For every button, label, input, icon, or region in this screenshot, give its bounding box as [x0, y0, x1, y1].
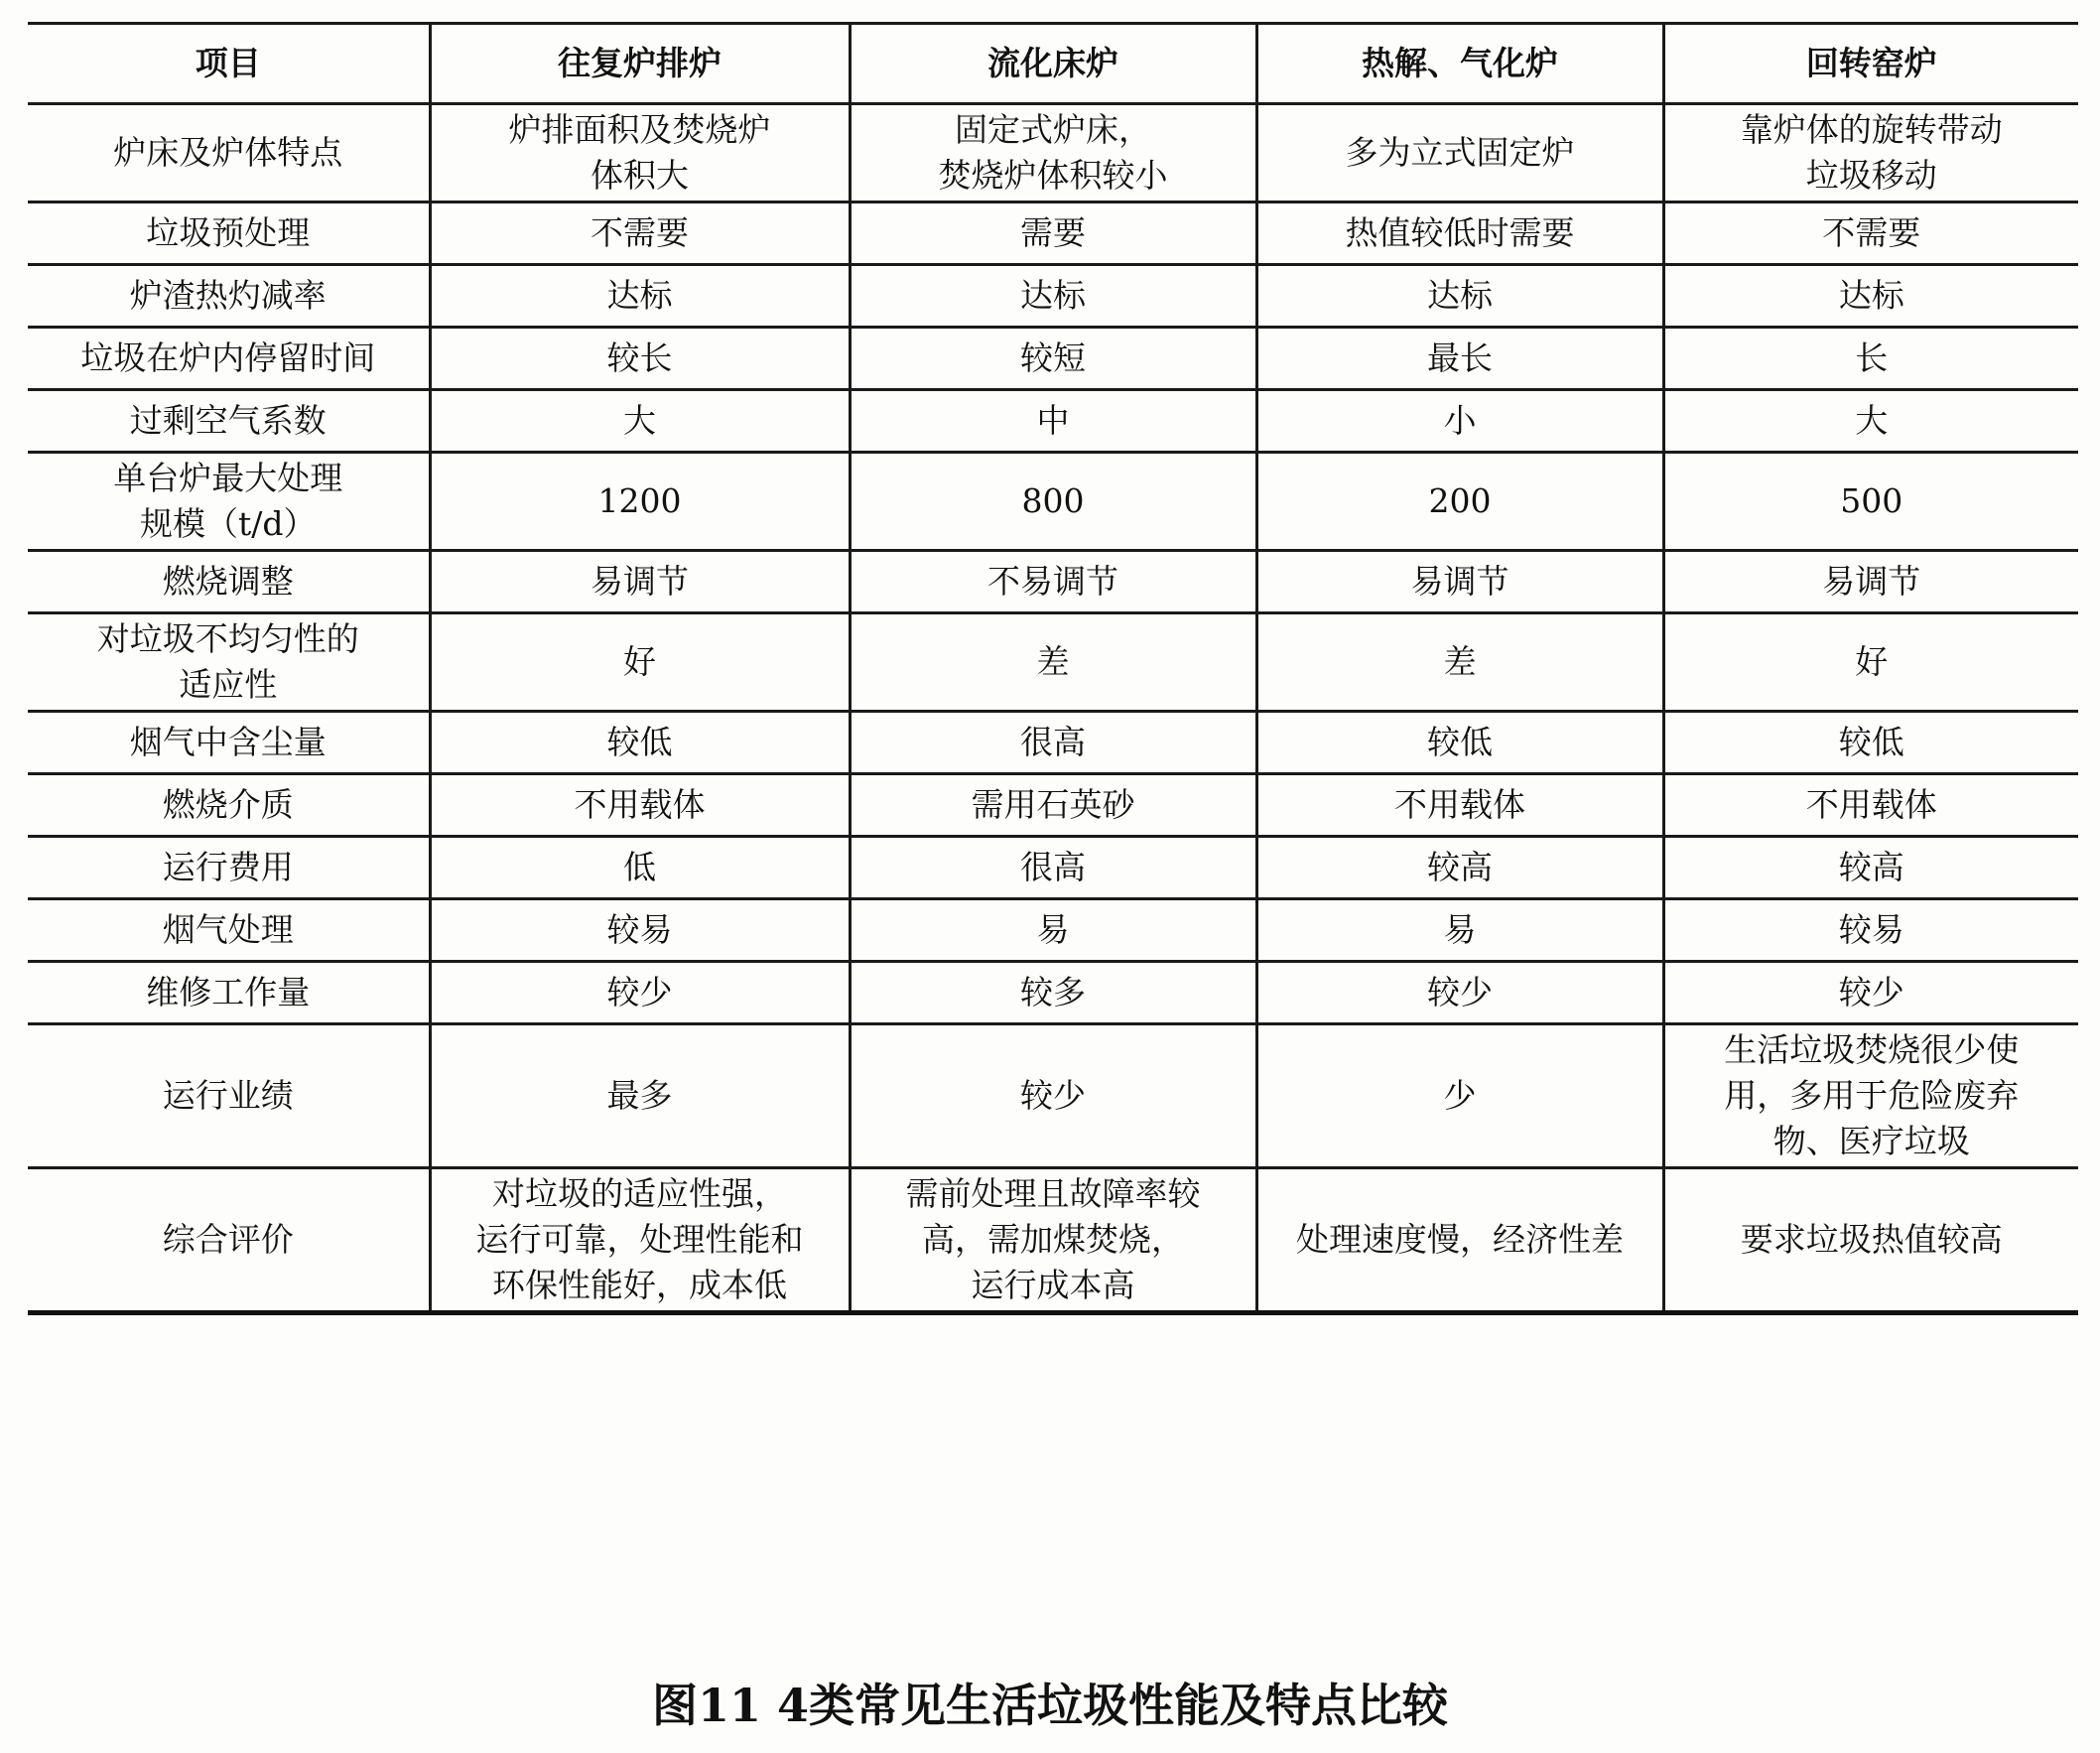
- table-cell-item: 运行费用: [28, 837, 430, 899]
- table-cell-pyrolysis-gasification: 易: [1256, 899, 1663, 962]
- table-cell-rotary-kiln: 大: [1663, 390, 2078, 453]
- table-cell-item: 对垃圾不均匀性的 适应性: [28, 613, 430, 712]
- table-row: [28, 774, 2078, 837]
- header-cell-rotary-kiln: 回转窑炉: [1663, 24, 2078, 104]
- table-cell-pyrolysis-gasification: 较少: [1256, 962, 1663, 1024]
- table-cell-pyrolysis-gasification: 最长: [1256, 328, 1663, 390]
- table-cell-rotary-kiln: 靠炉体的旋转带动 垃圾移动: [1663, 104, 2078, 202]
- table-cell-fluidized-bed: 很高: [850, 712, 1256, 774]
- table-cell-fluidized-bed: 较少: [850, 1024, 1256, 1168]
- table-cell-pyrolysis-gasification: 200: [1256, 453, 1663, 551]
- table-cell-item: 炉床及炉体特点: [28, 104, 430, 202]
- header-cell-item: 项目: [28, 24, 430, 104]
- table-row: [28, 712, 2078, 774]
- table-cell-reciprocating-grate: 1200: [430, 453, 850, 551]
- table-cell-fluidized-bed: 较多: [850, 962, 1256, 1024]
- table-cell-item: 维修工作量: [28, 962, 430, 1024]
- table-cell-item: 单台炉最大处理 规模（t/d）: [28, 453, 430, 551]
- table-cell-rotary-kiln: 不用载体: [1663, 774, 2078, 837]
- table-cell-pyrolysis-gasification: 较高: [1256, 837, 1663, 899]
- table-cell-pyrolysis-gasification: 易调节: [1256, 551, 1663, 613]
- table-cell-rotary-kiln: 不需要: [1663, 202, 2078, 265]
- table-cell-fluidized-bed: 中: [850, 390, 1256, 453]
- header-cell-fluidized-bed: 流化床炉: [850, 24, 1256, 104]
- table-cell-fluidized-bed: 需用石英砂: [850, 774, 1256, 837]
- table-cell-reciprocating-grate: 最多: [430, 1024, 850, 1168]
- table-cell-pyrolysis-gasification: 热值较低时需要: [1256, 202, 1663, 265]
- table-cell-reciprocating-grate: 大: [430, 390, 850, 453]
- table-row: [28, 551, 2078, 613]
- table-cell-reciprocating-grate: 易调节: [430, 551, 850, 613]
- table-cell-fluidized-bed: 达标: [850, 265, 1256, 328]
- table-cell-pyrolysis-gasification: 较低: [1256, 712, 1663, 774]
- table-cell-pyrolysis-gasification: 差: [1256, 613, 1663, 712]
- comparison-table: [28, 22, 2078, 1315]
- table-cell-fluidized-bed: 固定式炉床， 焚烧炉体积较小: [850, 104, 1256, 202]
- table-cell-rotary-kiln: 好: [1663, 613, 2078, 712]
- table-cell-rotary-kiln: 较高: [1663, 837, 2078, 899]
- table-cell-fluidized-bed: 较短: [850, 328, 1256, 390]
- table-cell-reciprocating-grate: 达标: [430, 265, 850, 328]
- table-cell-fluidized-bed: 需要: [850, 202, 1256, 265]
- table-cell-reciprocating-grate: 较低: [430, 712, 850, 774]
- table-row: [28, 202, 2078, 265]
- table-cell-reciprocating-grate: 较少: [430, 962, 850, 1024]
- table-row: [28, 328, 2078, 390]
- table-cell-item: 垃圾在炉内停留时间: [28, 328, 430, 390]
- table-cell-rotary-kiln: 长: [1663, 328, 2078, 390]
- table-cell-fluidized-bed: 差: [850, 613, 1256, 712]
- table-cell-item: 燃烧调整: [28, 551, 430, 613]
- table-row: [28, 613, 2078, 712]
- table-cell-reciprocating-grate: 低: [430, 837, 850, 899]
- table-row: [28, 104, 2078, 202]
- table-row: [28, 453, 2078, 551]
- table-row: [28, 1168, 2078, 1313]
- table-cell-item: 炉渣热灼减率: [28, 265, 430, 328]
- table-cell-item: 综合评价: [28, 1168, 430, 1313]
- table-cell-pyrolysis-gasification: 处理速度慢，经济性差: [1256, 1168, 1663, 1313]
- header-cell-pyrolysis-gasification: 热解、气化炉: [1256, 24, 1663, 104]
- table-cell-reciprocating-grate: 好: [430, 613, 850, 712]
- table-cell-reciprocating-grate: 较长: [430, 328, 850, 390]
- table-cell-fluidized-bed: 很高: [850, 837, 1256, 899]
- table-cell-fluidized-bed: 易: [850, 899, 1256, 962]
- table-header-row: [28, 24, 2078, 104]
- table-cell-rotary-kiln: 较易: [1663, 899, 2078, 962]
- table-cell-rotary-kiln: 较低: [1663, 712, 2078, 774]
- table-cell-fluidized-bed: 需前处理且故障率较 高，需加煤焚烧， 运行成本高: [850, 1168, 1256, 1313]
- table-row: [28, 265, 2078, 328]
- table-row: [28, 1024, 2078, 1168]
- table-cell-pyrolysis-gasification: 小: [1256, 390, 1663, 453]
- table-cell-rotary-kiln: 生活垃圾焚烧很少使 用，多用于危险废弃 物、医疗垃圾: [1663, 1024, 2078, 1168]
- table-cell-pyrolysis-gasification: 不用载体: [1256, 774, 1663, 837]
- table-cell-rotary-kiln: 500: [1663, 453, 2078, 551]
- table-row: [28, 837, 2078, 899]
- table-cell-reciprocating-grate: 较易: [430, 899, 850, 962]
- table-cell-item: 运行业绩: [28, 1024, 430, 1168]
- table-cell-fluidized-bed: 800: [850, 453, 1256, 551]
- header-cell-reciprocating-grate: 往复炉排炉: [430, 24, 850, 104]
- table-row: [28, 390, 2078, 453]
- table-cell-item: 烟气处理: [28, 899, 430, 962]
- table-cell-rotary-kiln: 较少: [1663, 962, 2078, 1024]
- table-cell-rotary-kiln: 达标: [1663, 265, 2078, 328]
- table-cell-reciprocating-grate: 不用载体: [430, 774, 850, 837]
- table-cell-item: 过剩空气系数: [28, 390, 430, 453]
- table-row: [28, 962, 2078, 1024]
- table-cell-reciprocating-grate: 对垃圾的适应性强， 运行可靠，处理性能和 环保性能好，成本低: [430, 1168, 850, 1313]
- table-body: [28, 104, 2078, 1313]
- table-cell-rotary-kiln: 要求垃圾热值较高: [1663, 1168, 2078, 1313]
- table-cell-pyrolysis-gasification: 少: [1256, 1024, 1663, 1168]
- table-cell-fluidized-bed: 不易调节: [850, 551, 1256, 613]
- table-cell-pyrolysis-gasification: 多为立式固定炉: [1256, 104, 1663, 202]
- table-cell-rotary-kiln: 易调节: [1663, 551, 2078, 613]
- table-row: [28, 899, 2078, 962]
- table-cell-item: 垃圾预处理: [28, 202, 430, 265]
- table-cell-reciprocating-grate: 不需要: [430, 202, 850, 265]
- table-cell-reciprocating-grate: 炉排面积及焚烧炉 体积大: [430, 104, 850, 202]
- table-cell-item: 烟气中含尘量: [28, 712, 430, 774]
- figure-caption: 图11 4类常见生活垃圾性能及特点比较: [651, 1679, 1449, 1732]
- table-cell-item: 燃烧介质: [28, 774, 430, 837]
- table-cell-pyrolysis-gasification: 达标: [1256, 265, 1663, 328]
